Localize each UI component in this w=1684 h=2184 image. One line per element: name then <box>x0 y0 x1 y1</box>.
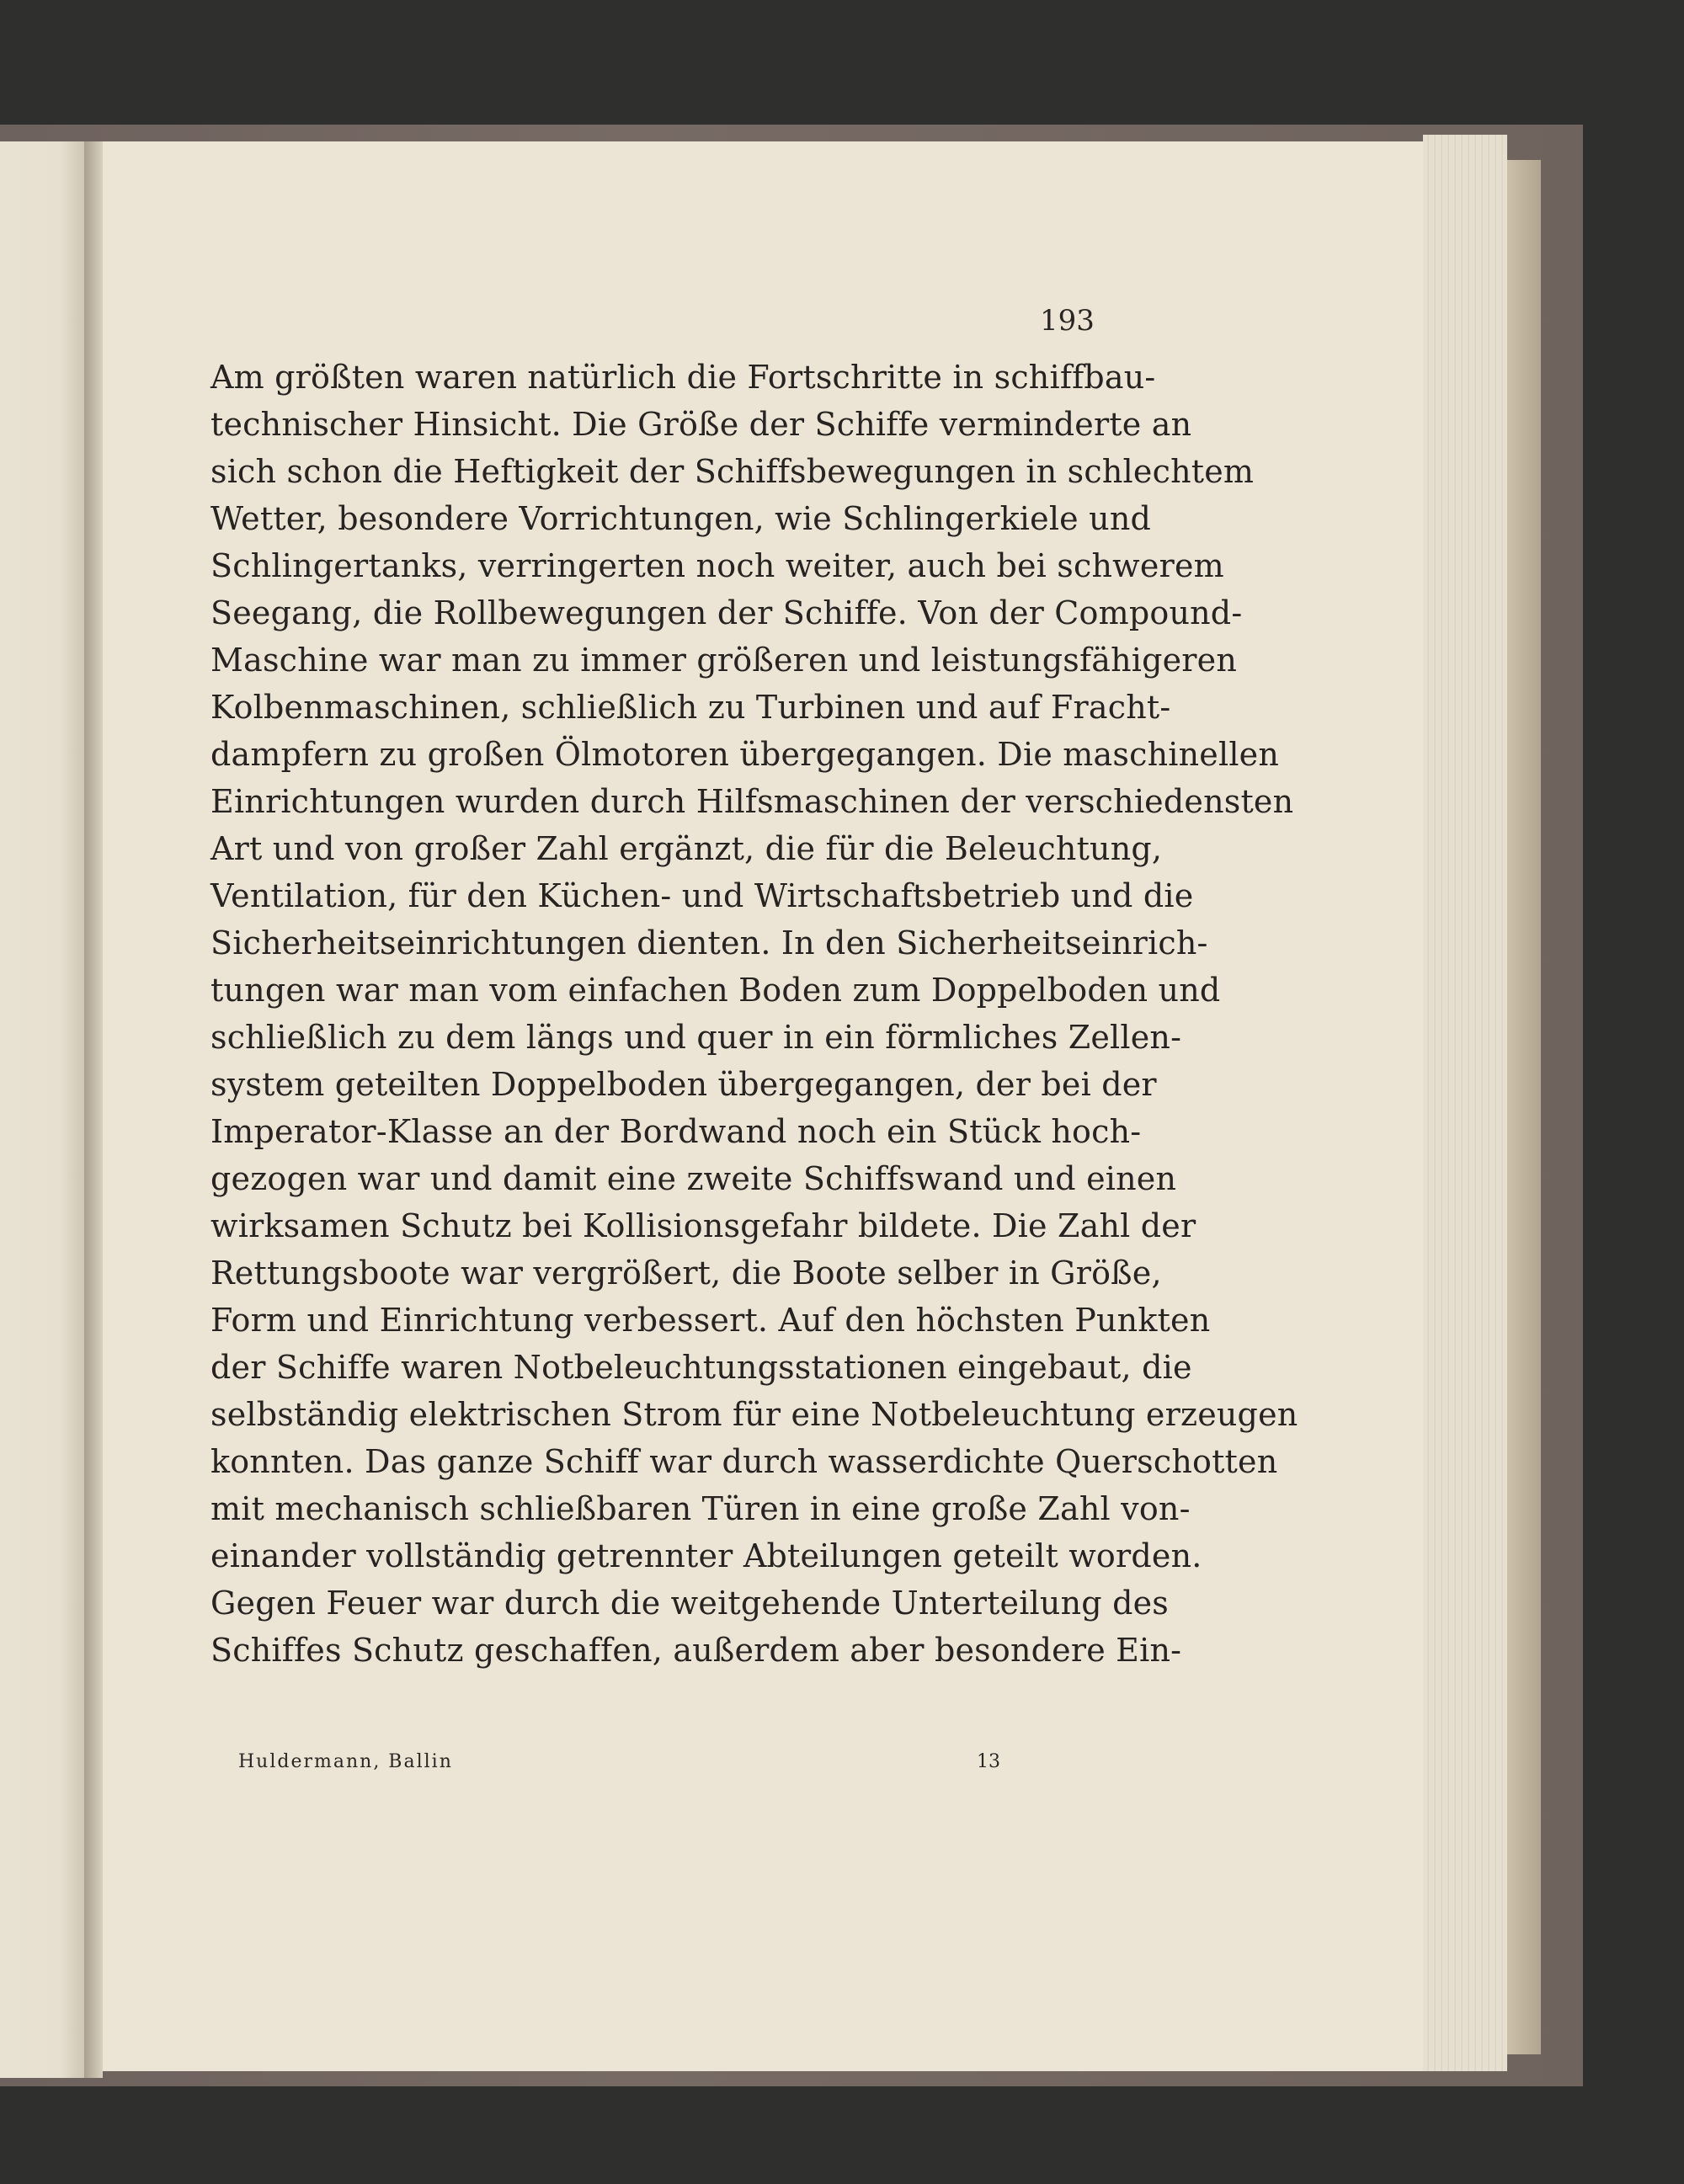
page-number: 193 <box>1040 304 1095 338</box>
text-line: mit mechanisch schließbaren Türen in eine große Zahl von- <box>210 1490 1191 1527</box>
text-line: Ventilation, für den Küchen- und Wirtschaftsbetrieb und die <box>210 877 1194 914</box>
text-line: Imperator-Klasse an der Bordwand noch ein Stück hoch- <box>210 1113 1142 1150</box>
text-line: einander vollständig getrennter Abteilungen geteilt worden. <box>210 1537 1202 1574</box>
text-line: sich schon die Heftigkeit der Schiffsbewegungen in schlechtem <box>210 453 1255 490</box>
text-line: dampfern zu großen Ölmotoren übergegangen. Die maschinellen <box>210 736 1280 773</box>
body-text <box>210 354 1298 1768</box>
text-line: Seegang, die Rollbewegungen der Schiffe. Von der Compound- <box>210 594 1243 631</box>
page-stack-edges <box>1423 135 1507 2071</box>
text-line: Art und von großer Zahl ergänzt, die für die Beleuchtung, <box>210 830 1163 867</box>
text-line: Wetter, besondere Vorrichtungen, wie Schlingerkiele und <box>210 500 1152 537</box>
book-gutter <box>84 141 103 2078</box>
text-line: Form und Einrichtung verbessert. Auf den höchsten Punkten <box>210 1302 1211 1339</box>
text-line: Schlingertanks, verringerten noch weiter, auch bei schwerem <box>210 547 1224 584</box>
text-line: Kolbenmaschinen, schließlich zu Turbinen und auf Fracht- <box>210 689 1171 726</box>
text-line: Maschine war man zu immer größeren und leistungsfähigeren <box>210 642 1238 679</box>
left-page-edge <box>0 141 84 2078</box>
footer-signature: Huldermann, Ballin <box>238 1751 453 1772</box>
text-line: Gegen Feuer war durch die weitgehende Unterteilung des <box>210 1585 1169 1622</box>
text-line: gezogen war und damit eine zweite Schiffswand und einen <box>210 1160 1177 1197</box>
text-line: schließlich zu dem längs und quer in ein förmliches Zellen- <box>210 1019 1182 1056</box>
text-line: wirksamen Schutz bei Kollisionsgefahr bildete. Die Zahl der <box>210 1207 1196 1244</box>
text-line: technischer Hinsicht. Die Größe der Schiffe verminderte an <box>210 406 1192 443</box>
text-line: konnten. Das ganze Schiff war durch wasserdichte Querschotten <box>210 1443 1278 1480</box>
text-line: Am größten waren natürlich die Fortschritte in schiffbau- <box>210 359 1156 396</box>
text-line: system geteilten Doppelboden übergegangen, der bei der <box>210 1066 1157 1103</box>
cover-edge <box>1507 160 1541 2054</box>
text-line: der Schiffe waren Notbeleuchtungsstationen eingebaut, die <box>210 1349 1192 1386</box>
text-line: Sicherheitseinrichtungen dienten. In den Sicherheitseinrich- <box>210 924 1208 961</box>
text-line: Einrichtungen wurden durch Hilfsmaschinen der verschiedensten <box>210 783 1294 820</box>
footer-sheet-number: 13 <box>977 1751 1000 1772</box>
text-line: tungen war man vom einfachen Boden zum Doppelboden und <box>210 972 1221 1009</box>
text-line: selbständig elektrischen Strom für eine Notbeleuchtung erzeugen <box>210 1396 1298 1433</box>
text-line: Schiffes Schutz geschaffen, außerdem aber besondere Ein- <box>210 1632 1182 1669</box>
text-line: Rettungsboote war vergrößert, die Boote selber in Größe, <box>210 1254 1162 1292</box>
